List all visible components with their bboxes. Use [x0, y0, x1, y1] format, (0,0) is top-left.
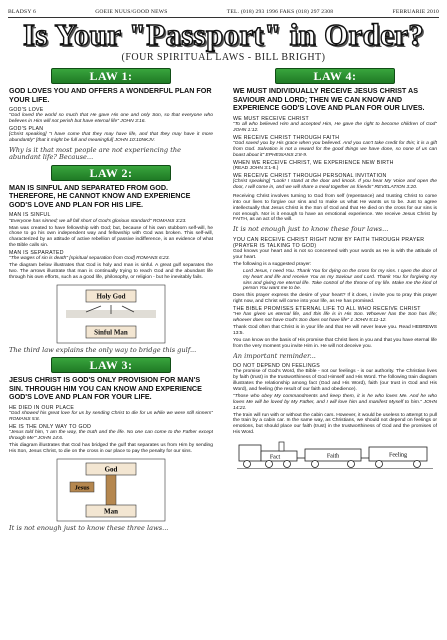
man-sinful-body: Man was created to have fellowship with God; but, because of his own stubborn self-will, he chose to go his own independent way and fellowship with God was broken. This self-will, characterized by an attitude of active rebellion of passive indifference, is an evidence of what the Bible calls sin. — [9, 225, 213, 249]
holy-god-label: Holy God — [96, 292, 126, 301]
man-sinful-text: "Everyone has sinned; we all fall short of God's glorious standard" ROMANS 3:23. — [9, 218, 187, 224]
feelings-body: The train will run with or without the cabin cars. However, it would be useless to attempt to pull the train by a cabin car. In the same way, as Christians, we should not depend on feelings or emotions, but should place our faith (trust) in the trustworthiness of God and the promises of His Word. — [233, 412, 437, 436]
fact-label: Fact — [269, 454, 281, 461]
through-faith-text: "God saved you by His grace when you believed. And you can't take credit for this; it is a gift from God. Salvation is not a reward for the good things we have done, so none of us can boast about it" EPHESIANS 2:8-9. — [233, 141, 437, 158]
train-engine — [239, 442, 297, 468]
feeling-label: Feeling — [389, 452, 407, 459]
cross-beam — [106, 475, 116, 505]
man-separated-text: "The wages of sin is death" [spiritual separation from God] ROMANS 6:23. — [9, 256, 170, 262]
page-number: BLADSY 6 — [8, 8, 36, 15]
eternal-life-title: THE BIBLE PROMISES ETERNAL LIFE TO ALL WHO RECEIVE CHRIST — [233, 306, 421, 313]
new-birth-ref: (READ JOHN 3:1-8.) — [233, 165, 279, 171]
reminder-bridge: An important reminder... — [233, 351, 316, 360]
personal-invitation-title: WE RECEIVE CHRIST THROUGH PERSONAL INVITATION — [233, 172, 387, 179]
feelings-text: The promise of God's Word, the Bible - not our feelings - is our authority. The Christian lives by faith (trust) in the trustworthiness of God Himself and His Word. The following train diagram illustrates the relationship among fact (God and His Word), faith (our trust in God and His Word), and feeling (the result of our faith and obedience). — [233, 369, 437, 392]
man-sinful-title: MAN IS SINFUL — [9, 212, 51, 219]
law-2-bridge: The third law explains the only way to bridge this gulf... — [9, 345, 197, 354]
bridge-diagram-text: This diagram illustrates that God has bridged the gulf that separates us from Him by sending His Son, Jesus Christ, to die on the cross in our place to pay the penalty for our sins. — [9, 442, 213, 454]
law-3-bridge: It is not enough just to know these three laws... — [9, 523, 169, 532]
feelings-title: DO NOT DEPEND ON FEELINGS — [233, 362, 320, 369]
personal-invitation-text: [Christ speaking] "Look! I stand at the door and knock. If you hear My Voice and open the door, I will come in, and we will share a meal together as friends" REVELATION 3:20. — [233, 179, 437, 190]
man-label: Man — [104, 507, 118, 516]
eternal-life-text: "He has given us eternal life, and this life is in His Son. Whoever has the Son has life; whoever does not have God's Son does not have life" 1 JOHN 5:11-12. — [233, 312, 437, 324]
law-4-heading: WE MUST INDIVIDUALLY RECEIVE JESUS CHRIST AS SAVIOUR AND LORD; THEN WE CAN KNOW AND EXPERIENCE GOD'S LOVE AND PLAN FOR OUR LIVES. — [233, 86, 425, 113]
left-column — [9, 68, 213, 636]
died-text: "God showed his great love for us by sending Christ to die for us while we were still sinners" ROMANS 5:8. — [9, 411, 213, 423]
receiving-christ-body: Receiving Christ involves turning to God from self (repentance) and trusting Christ to come into our lives to forgive our sins and to make us what He wants us to be. Just to agree intellectually that Jesus Christ is the Son of God and that He died on the cross for our sins is not enough. Nor is it enough to have an emotional experience. We receive Jesus Christ by FAITH, as an act of the will. — [233, 193, 437, 223]
prayer-after: Does this prayer express the desire of your heart? If it does, I invite you to pray this prayer right now, and Christ will come into your life, as He has promised. — [233, 293, 437, 305]
only-way-text: "Jesus told him, 'I am the way, the truth and the life. No one can come to the Father except through Me'" JOHN 14:6. — [9, 430, 213, 442]
contact-numbers: TEL. (018) 293 1996 FAKS (018) 297 2308 — [226, 8, 334, 15]
gods-love-title: GOD'S LOVE — [9, 107, 44, 114]
only-way-title: HE IS THE ONLY WAY TO GOD — [9, 423, 92, 430]
law-1-label: LAW 1: — [51, 68, 171, 84]
prayer-suggest: The following is a suggested prayer: — [233, 261, 312, 267]
bridge-diagram — [56, 458, 166, 522]
publication-name: GOEIE NUUS/GOOD NEWS — [95, 8, 168, 15]
suggested-prayer: Lord Jesus, I need You. Thank You for dying on the cross for my sins. I open the door of my heart and life and receive You as my Saviour and Lord. Thank You for forgiving my sins and giving me eternal life. Take control of the throne of my life. Make me the kind of person You want me to be. — [243, 268, 437, 292]
law-1-bridge: Why is it that most people are not experiencing the abundant life? Because... — [9, 146, 181, 162]
gulf-diagram — [56, 284, 166, 344]
gods-plan-title: GOD'S PLAN — [9, 126, 44, 133]
eternal-life-body: Thank God often that Christ is in your life and that He will never leave you. Read HEBREWS 13:5. — [233, 325, 437, 337]
gods-plan-text: [Christ speaking] "I have come that they may have life, and that they may have it more abundantly" [that it might be full and meaningful] JOHN 10:10NKJV. — [9, 132, 213, 144]
receive-christ-title: WE MUST RECEIVE CHRIST — [233, 115, 309, 122]
gods-love-text: "God loved the world so much that He gave His one and only Son, so that everyone who believes in Him will not perish but have eternal life" JOHN 3:16. — [9, 113, 213, 125]
man-separated-title: MAN IS SEPARATED — [9, 250, 64, 257]
train-coal-car — [305, 449, 361, 468]
page-title: Is Your "Passport" in Order? — [22, 17, 425, 52]
train-caboose — [369, 447, 427, 468]
law-3-heading: JESUS CHRIST IS GOD'S ONLY PROVISION FOR MAN'S SIN. THROUGH HIM YOU CAN KNOW AND EXPERIENCE GOD'S LOVE AND PLAN FOR YOUR LIFE. — [9, 375, 202, 402]
prayer-title: YOU CAN RECEIVE CHRIST RIGHT NOW BY FAITH THROUGH PRAYER (PRAYER IS TALKING TO GOD) — [233, 236, 425, 249]
through-faith-title: WE RECEIVE CHRIST THROUGH FAITH — [233, 134, 340, 141]
law-2-label: LAW 2: — [51, 165, 171, 181]
faith-label: Faith — [326, 453, 340, 460]
receive-christ-text: "To all who believed Him and accepted Him, He gave the right to become children of God" JOHN 1:12. — [233, 121, 437, 133]
god-label: God — [104, 465, 118, 474]
page-subtitle: (FOUR SPIRITUAL LAWS - BILL BRIGHT) — [121, 52, 326, 63]
gulf-diagram-text: The diagram below illustrates that God is holy and man is sinful. A great gulf separates the two. The arrows illustrate that man is continually trying to reach God and the abundant life through his own efforts, such as a good life, philosophy, or religion - but he inevitably fails. — [9, 263, 213, 281]
law-4-bridge: It is not enough just to know these four laws... — [233, 225, 389, 234]
new-birth-title: WHEN WE RECEIVE CHRIST, WE EXPERIENCE NEW BIRTH — [233, 159, 394, 166]
jesus-label: Jesus — [74, 484, 90, 492]
right-column — [233, 68, 437, 636]
died-title: HE DIED IN OUR PLACE — [9, 404, 75, 411]
law-4-label: LAW 4: — [275, 68, 395, 84]
prayer-intro: God knows your heart and is not so concerned with your words as He is with the attitude of your heart. — [233, 248, 437, 260]
sinful-man-label: Sinful Man — [94, 328, 128, 337]
issue-date: FEBRUARIE 2010 — [392, 8, 439, 15]
law-3-label: LAW 3: — [51, 357, 171, 373]
feelings-quote: "Those who obey My commandments and keep them, it is he who loves Me. And he who loves Me will be loved by My Father, and I will love him and manifest Myself to him." JOHN 14:21. — [233, 393, 437, 411]
eternal-life-body-2: You can know on the basis of His promise that Christ lives in you and that you have eternal life from the very moment you invite Him in. He will not deceive you. — [233, 337, 437, 349]
train-diagram — [235, 439, 435, 473]
law-2-heading: MAN IS SINFUL AND SEPARATED FROM GOD. THEREFORE, HE CANNOT KNOW AND EXPERIENCE GOD'S LOVE AND PLAN FOR HIS LIFE. — [9, 182, 191, 209]
law-1-heading: GOD LOVES YOU AND OFFERS A WONDERFUL PLAN FOR YOUR LIFE. — [9, 86, 212, 104]
